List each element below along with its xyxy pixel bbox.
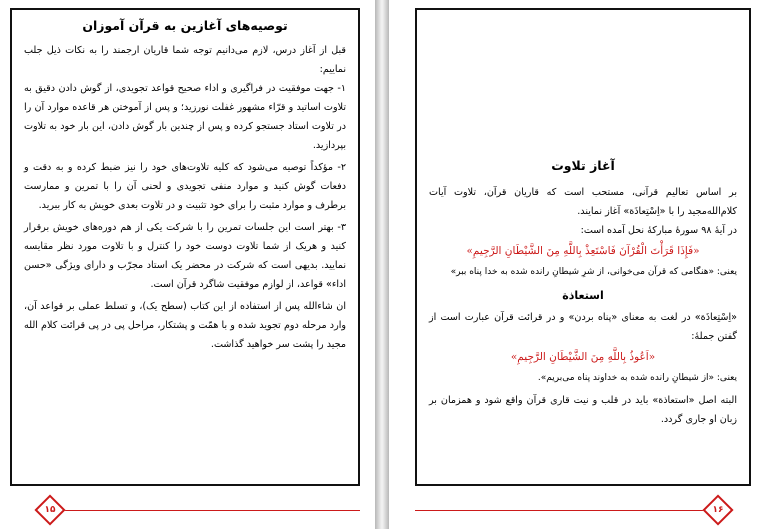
left-page-intro: قبل از آغاز درس، لازم می‌دانیم توجه شما قاریان ارجمند را به نکات ذیل جلب نماییم: bbox=[24, 45, 346, 75]
tip-item-2: ۲- مؤکداً توصیه می‌شود که کلیه تلاوت‌های خود را نیز ضبط کرده و به دقت و دفعات گوش کنید و موارد منفی تجویدی و لحنی آن را با تمرین و ممارست برطرف و موارد مثبت را برای خود تثبیت و در تلاوت بعدی خویش به کار ببرید. bbox=[24, 162, 346, 211]
left-page-frame bbox=[10, 8, 360, 486]
left-page-heading: توصیه‌های آغازین به قرآن آموزان bbox=[82, 18, 288, 33]
section-heading-istiadha: استعاذة bbox=[562, 289, 604, 302]
verse-nahl-98: «فَإِذَا قَرَأْتَ الْقُرْآنَ فَاسْتَعِذْ بِاللَّهِ مِنَ الشَّيْطَانِ الرَّجِيمِ» bbox=[466, 245, 700, 257]
verse-2-meaning: یعنی: «از شیطانِ رانده شده به خداوند پناه می‌بریم». bbox=[537, 373, 737, 383]
right-page-number: ۱۶ bbox=[712, 505, 724, 515]
right-footer-rule bbox=[415, 510, 705, 511]
verse-1-meaning: یعنی: «هنگامی که قرآن می‌خوانی، از شرِ شیطانِ رانده شده به خدا پناه ببر» bbox=[450, 267, 737, 277]
right-page-number-badge bbox=[705, 497, 731, 523]
right-page-frame bbox=[415, 8, 751, 486]
right-page-p1: بر اساس تعالیم قرآنی، مستحب است که قاریان قرآن، تلاوت آیات کلام‌الله‌مجید را با «اِسْتِعاذَة» آغاز نمایند. bbox=[429, 187, 737, 217]
left-page bbox=[0, 0, 375, 529]
book-gutter bbox=[375, 0, 389, 529]
left-footer-rule bbox=[64, 510, 360, 511]
right-page-p2: در آیهٔ ۹۸ سورهٔ مبارکهٔ نحل آمده است: bbox=[580, 225, 737, 236]
tip-item-1: ۱- جهت موفقیت در فراگیری و اداء صحیح قواعد تجویدی، از گوش دادن دقیق به تلاوت اساتید و قرّاء مشهور غفلت نورزید؛ و پس از آموختن هر قاعده موارد آن را در تلاوت استاد جستجو کرده و پس از چندین بار گوش دادن، این بار خود به تلاوت بپردازید. bbox=[24, 83, 346, 151]
left-page-number-badge bbox=[37, 497, 63, 523]
verse-audhu-billah: «اَعُوذُ بِاللَّهِ مِنَ الشَّيْطَانِ الرَّجِيمِ» bbox=[510, 351, 656, 363]
right-page-p3: «اِسْتِعاذَة» در لغت به معنای «پناه بردن» و در قرائت قرآن عبارت است از گفتن جملهٔ: bbox=[429, 312, 737, 342]
right-page-title: آغاز تلاوت bbox=[551, 158, 615, 173]
tip-item-3: ۳- بهتر است این جلسات تمرین را با شرکت یکی از هم دوره‌های خویش برقرار کنید و هریک از شما تلاوت دوست خود را کنترل و با تلاوت مورد نظر مقایسه نمایید. بدیهی است که شرکت در محضر یک استاد مجرّب و دارای ویژگی «حسن اداء» قواعد، از لوازم موفقیت شاگرد قرآن است. bbox=[24, 222, 346, 290]
left-page-number: ۱۵ bbox=[44, 505, 56, 515]
right-page bbox=[389, 0, 768, 529]
left-page-closing: ان شاءالله پس از استفاده از این کتاب (سطح یک)، و تسلط عملی بر قواعد آن، وارد مرحله دوم تجوید شده و با همّت و پشتکار، مراحل پی در پی قرائت کلام الله مجید را پشت سر خواهید گذاشت. bbox=[24, 301, 346, 350]
right-page-p4: البته اصل «استعاذة» باید در قلب و نیت قاری قرآن واقع شود و همزمان بر زبان او جاری گردد. bbox=[429, 395, 737, 425]
